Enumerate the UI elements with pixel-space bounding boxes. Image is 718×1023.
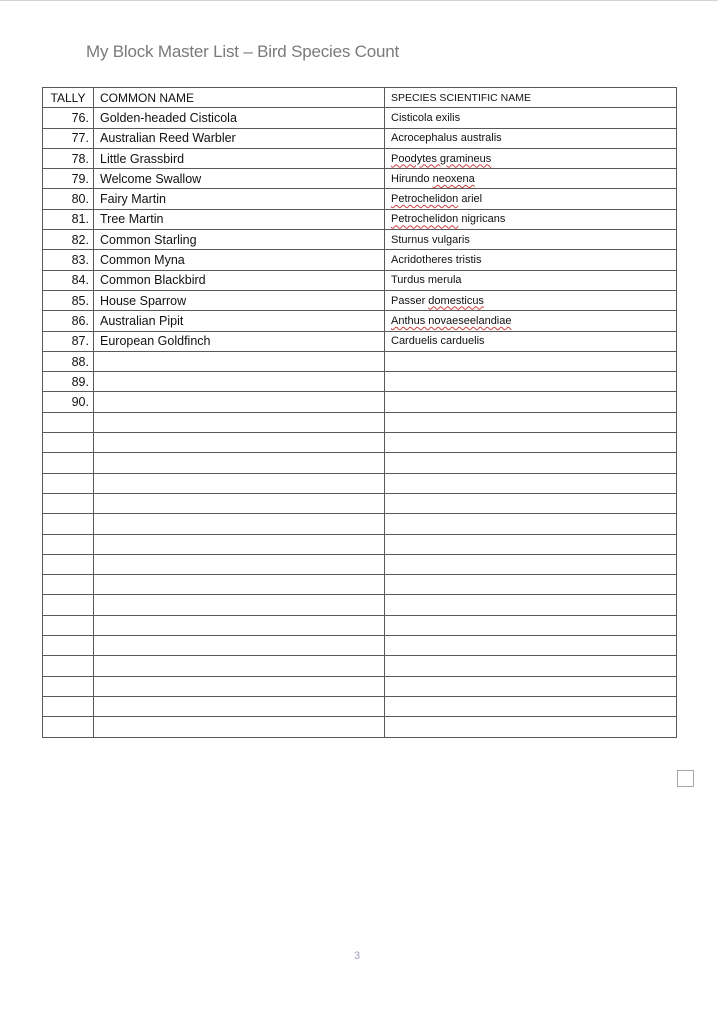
table-row: [43, 311, 677, 331]
common-name-cell[interactable]: Welcome Swallow: [94, 169, 385, 189]
common-name-cell[interactable]: Fairy Martin: [94, 189, 385, 209]
scientific-name-cell[interactable]: [385, 473, 677, 493]
tally-cell[interactable]: [43, 453, 94, 473]
common-name-cell[interactable]: [94, 676, 385, 696]
tally-cell[interactable]: 87.: [43, 331, 94, 351]
scientific-name-cell[interactable]: [385, 270, 677, 290]
tally-cell[interactable]: [43, 636, 94, 656]
common-name-cell[interactable]: [94, 392, 385, 412]
tally-cell[interactable]: [43, 514, 94, 534]
scientific-name-cell[interactable]: [385, 514, 677, 534]
tally-cell[interactable]: [43, 615, 94, 635]
scientific-name-cell[interactable]: [385, 351, 677, 371]
tally-cell[interactable]: [43, 412, 94, 432]
tally-cell[interactable]: 85.: [43, 290, 94, 310]
scientific-name-cell[interactable]: [385, 433, 677, 453]
table-row: [43, 128, 677, 148]
header-common-name[interactable]: COMMON NAME: [94, 88, 385, 108]
common-name-cell[interactable]: [94, 372, 385, 392]
table-row: [43, 270, 677, 290]
empty-table-row: [43, 493, 677, 513]
scientific-name-cell[interactable]: [385, 128, 677, 148]
scientific-name-cell[interactable]: [385, 717, 677, 737]
table-row: [43, 331, 677, 351]
table-row: [43, 209, 677, 229]
empty-table-row: [43, 453, 677, 473]
common-name-cell[interactable]: Golden-headed Cisticola: [94, 108, 385, 128]
spellcheck-flagged-text: domesticus: [428, 294, 484, 307]
tally-cell[interactable]: [43, 595, 94, 615]
tally-cell[interactable]: 90.: [43, 392, 94, 412]
document-title[interactable]: My Block Master List – Bird Species Count: [86, 42, 400, 61]
table-row: [43, 290, 677, 310]
table-row: [43, 189, 677, 209]
common-name-cell[interactable]: [94, 493, 385, 513]
table-row: [43, 392, 677, 412]
common-name-cell[interactable]: House Sparrow: [94, 290, 385, 310]
tally-cell[interactable]: 80.: [43, 189, 94, 209]
tally-cell[interactable]: 84.: [43, 270, 94, 290]
tally-cell[interactable]: [43, 433, 94, 453]
tally-cell[interactable]: [43, 696, 94, 716]
empty-table-row: [43, 717, 677, 737]
scientific-name-cell[interactable]: [385, 209, 677, 229]
spellcheck-flagged-text: Petrochelidon: [391, 193, 459, 206]
scientific-name-cell[interactable]: [385, 148, 677, 168]
common-name-cell[interactable]: [94, 717, 385, 737]
table-row: [43, 230, 677, 250]
scientific-name-cell[interactable]: [385, 554, 677, 574]
tally-cell[interactable]: [43, 676, 94, 696]
common-name-cell[interactable]: [94, 636, 385, 656]
tally-cell[interactable]: [43, 717, 94, 737]
common-name-cell[interactable]: Tree Martin: [94, 209, 385, 229]
scientific-name-text: Carduelis carduelis: [391, 335, 485, 348]
tally-cell[interactable]: 79.: [43, 169, 94, 189]
tally-cell[interactable]: 81.: [43, 209, 94, 229]
scientific-name-cell[interactable]: [385, 250, 677, 270]
common-name-cell[interactable]: [94, 615, 385, 635]
common-name-cell[interactable]: Australian Pipit: [94, 311, 385, 331]
scientific-name-cell[interactable]: [385, 290, 677, 310]
scientific-name-cell[interactable]: [385, 412, 677, 432]
empty-table-row: [43, 534, 677, 554]
spellcheck-flagged-text: neoxena: [432, 172, 475, 185]
tally-cell[interactable]: 88.: [43, 351, 94, 371]
scientific-name-cell[interactable]: [385, 696, 677, 716]
common-name-cell[interactable]: [94, 595, 385, 615]
scientific-name-cell[interactable]: [385, 636, 677, 656]
page-number: 3: [354, 950, 361, 962]
scientific-name-cell[interactable]: [385, 311, 677, 331]
spellcheck-flagged-text: Anthus novaeseelandiae: [391, 314, 512, 327]
tally-cell[interactable]: [43, 493, 94, 513]
header-tally[interactable]: TALLY: [43, 88, 94, 108]
common-name-cell[interactable]: [94, 433, 385, 453]
bird-species-table: [42, 87, 677, 738]
tally-cell[interactable]: 83.: [43, 250, 94, 270]
empty-table-row: [43, 636, 677, 656]
scientific-name-cell[interactable]: [385, 331, 677, 351]
scientific-name-text: Turdus merula: [391, 274, 462, 287]
table-row: [43, 250, 677, 270]
empty-table-row: [43, 433, 677, 453]
scientific-name-cell[interactable]: [385, 615, 677, 635]
common-name-cell[interactable]: Common Blackbird: [94, 270, 385, 290]
tally-cell[interactable]: [43, 473, 94, 493]
common-name-cell[interactable]: [94, 554, 385, 574]
tally-cell[interactable]: [43, 534, 94, 554]
scientific-name-cell[interactable]: [385, 169, 677, 189]
table-row: [43, 169, 677, 189]
common-name-cell[interactable]: [94, 473, 385, 493]
common-name-cell[interactable]: Little Grassbird: [94, 148, 385, 168]
tally-cell[interactable]: [43, 554, 94, 574]
scientific-name-text: Hirundo: [391, 172, 433, 185]
scientific-name-cell[interactable]: [385, 453, 677, 473]
scientific-name-cell[interactable]: [385, 493, 677, 513]
table-row: [43, 108, 677, 128]
scientific-name-text: Cisticola exilis: [391, 111, 461, 124]
common-name-cell[interactable]: [94, 575, 385, 595]
table-row: [43, 372, 677, 392]
tally-cell[interactable]: 86.: [43, 311, 94, 331]
scientific-name-cell[interactable]: [385, 656, 677, 676]
common-name-cell[interactable]: [94, 514, 385, 534]
table-header-row: [43, 88, 677, 108]
common-name-cell[interactable]: Common Starling: [94, 230, 385, 250]
common-name-cell[interactable]: Common Myna: [94, 250, 385, 270]
common-name-cell[interactable]: [94, 534, 385, 554]
empty-table-row: [43, 473, 677, 493]
empty-table-row: [43, 676, 677, 696]
common-name-cell[interactable]: European Goldfinch: [94, 331, 385, 351]
common-name-cell[interactable]: [94, 453, 385, 473]
scientific-name-cell[interactable]: [385, 189, 677, 209]
tally-cell[interactable]: 82.: [43, 230, 94, 250]
spellcheck-flagged-text: Poodytes gramineus: [391, 152, 492, 165]
tally-cell[interactable]: 76.: [43, 108, 94, 128]
tally-cell[interactable]: [43, 656, 94, 676]
scientific-name-cell[interactable]: [385, 230, 677, 250]
scientific-name-cell[interactable]: [385, 676, 677, 696]
table-row: [43, 351, 677, 371]
table-body: [43, 108, 677, 737]
scientific-name-text: Acrocephalus australis: [391, 132, 502, 145]
scientific-name-cell[interactable]: [385, 595, 677, 615]
tally-cell[interactable]: [43, 575, 94, 595]
spellcheck-flagged-text: Petrochelidon: [391, 213, 459, 226]
empty-table-row: [43, 514, 677, 534]
empty-table-row: [43, 656, 677, 676]
empty-table-row: [43, 575, 677, 595]
common-name-cell[interactable]: Australian Reed Warbler: [94, 128, 385, 148]
scientific-name-cell[interactable]: [385, 108, 677, 128]
page-top-edge: [0, 0, 718, 1]
empty-table-row: [43, 412, 677, 432]
scientific-name-text: ariel: [458, 193, 483, 206]
common-name-cell[interactable]: [94, 696, 385, 716]
common-name-cell[interactable]: [94, 656, 385, 676]
header-scientific-name[interactable]: SPECIES SCIENTIFIC NAME: [385, 88, 677, 108]
empty-table-row: [43, 615, 677, 635]
tally-cell[interactable]: 89.: [43, 372, 94, 392]
tally-cell[interactable]: 78.: [43, 148, 94, 168]
table-end-marker: [677, 770, 694, 787]
scientific-name-cell[interactable]: [385, 392, 677, 412]
scientific-name-text: Acridotheres tristis: [391, 254, 482, 267]
common-name-cell[interactable]: [94, 412, 385, 432]
scientific-name-cell[interactable]: [385, 372, 677, 392]
scientific-name-text: Passer: [391, 294, 429, 307]
empty-table-row: [43, 554, 677, 574]
scientific-name-cell[interactable]: [385, 534, 677, 554]
table-row: [43, 148, 677, 168]
scientific-name-text: nigricans: [458, 213, 506, 226]
scientific-name-text: Sturnus vulgaris: [391, 233, 470, 246]
tally-cell[interactable]: 77.: [43, 128, 94, 148]
common-name-cell[interactable]: [94, 351, 385, 371]
empty-table-row: [43, 595, 677, 615]
empty-table-row: [43, 696, 677, 716]
scientific-name-cell[interactable]: [385, 575, 677, 595]
